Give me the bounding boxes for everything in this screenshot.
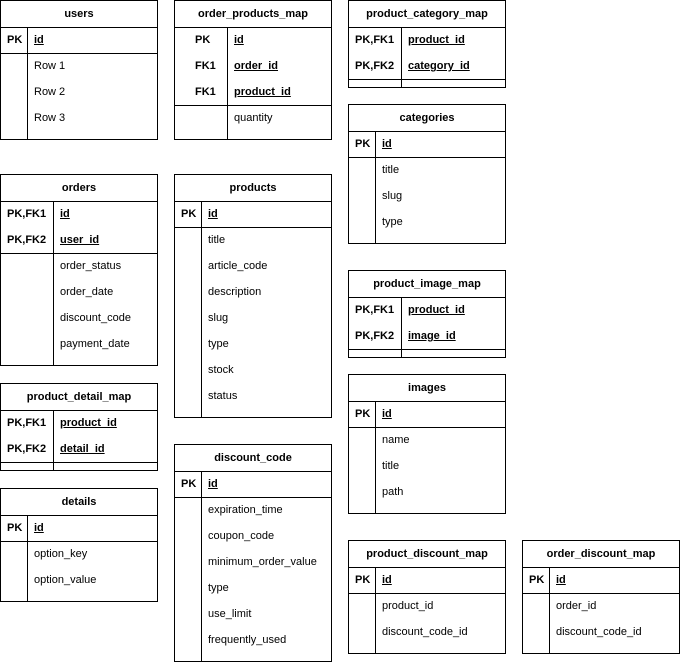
table-product-category-map <box>348 0 506 88</box>
table-title: product_discount_map <box>349 541 505 568</box>
table-title: images <box>349 375 505 402</box>
key-field: id <box>382 574 392 586</box>
key-label: FK1 <box>195 60 216 72</box>
table-title: order_products_map <box>175 1 331 28</box>
key-separator <box>1 53 157 54</box>
column-divider <box>201 471 202 661</box>
table-images <box>348 374 506 514</box>
key-field: product_id <box>60 417 117 429</box>
key-field: id <box>234 34 244 46</box>
field-name: Row 2 <box>34 86 66 98</box>
field-name: order_id <box>556 600 597 612</box>
key-label: PK,FK1 <box>355 34 395 46</box>
key-separator <box>175 227 331 228</box>
key-label: PK,FK1 <box>7 417 47 429</box>
field-name: product_id <box>382 600 434 612</box>
field-name: article_code <box>208 260 268 272</box>
key-separator <box>523 593 679 594</box>
key-label: PK <box>529 574 545 586</box>
field-name: stock <box>208 364 234 376</box>
column-divider <box>53 410 54 470</box>
table-title: users <box>1 1 157 28</box>
table-title: order_discount_map <box>523 541 679 568</box>
key-field: user_id <box>60 234 100 246</box>
table-order-products-map <box>174 0 332 140</box>
column-divider <box>375 401 376 513</box>
field-name: discount_code_id <box>382 626 468 638</box>
key-separator <box>1 462 157 463</box>
column-divider <box>53 201 54 365</box>
key-label: PK <box>355 408 371 420</box>
key-separator <box>349 157 505 158</box>
key-label: PK <box>181 478 197 490</box>
field-name: title <box>382 460 400 472</box>
key-label: PK,FK2 <box>7 443 47 455</box>
column-divider <box>375 131 376 243</box>
column-divider <box>27 515 28 601</box>
field-name: discount_code_id <box>556 626 642 638</box>
key-label: PK <box>7 522 23 534</box>
field-name: payment_date <box>60 338 130 350</box>
field-name: slug <box>382 190 403 202</box>
field-name: name <box>382 434 410 446</box>
key-label: PK,FK2 <box>355 330 395 342</box>
field-name: slug <box>208 312 229 324</box>
key-field: id <box>34 34 44 46</box>
key-label: PK <box>355 574 371 586</box>
field-name: option_key <box>34 548 88 560</box>
field-name: order_status <box>60 260 122 272</box>
key-field: id <box>208 478 218 490</box>
field-name: type <box>208 338 229 350</box>
field-name: expiration_time <box>208 504 283 516</box>
table-users <box>0 0 158 140</box>
key-label: PK <box>7 34 23 46</box>
field-name: discount_code <box>60 312 131 324</box>
key-field: product_id <box>408 34 465 46</box>
field-name: title <box>382 164 400 176</box>
field-name: Row 1 <box>34 60 66 72</box>
column-divider <box>227 27 228 139</box>
key-separator <box>349 349 505 350</box>
field-name: type <box>382 216 403 228</box>
key-field: id <box>208 208 218 220</box>
key-label: PK <box>195 34 211 46</box>
field-name: quantity <box>234 112 273 124</box>
field-name: use_limit <box>208 608 252 620</box>
table-title: details <box>1 489 157 516</box>
key-field: id <box>382 408 392 420</box>
key-field: id <box>60 208 70 220</box>
table-details <box>0 488 158 602</box>
field-name: description <box>208 286 262 298</box>
table-categories <box>348 104 506 244</box>
key-field: id <box>382 138 392 150</box>
field-name: Row 3 <box>34 112 66 124</box>
key-field: product_id <box>408 304 465 316</box>
key-label: PK,FK2 <box>7 234 47 246</box>
table-product-image-map <box>348 270 506 358</box>
column-divider <box>549 567 550 653</box>
table-title: product_category_map <box>349 1 505 28</box>
key-separator <box>349 79 505 80</box>
table-title: discount_code <box>175 445 331 472</box>
field-name: option_value <box>34 574 97 586</box>
key-label: PK,FK1 <box>355 304 395 316</box>
column-divider <box>201 201 202 417</box>
table-title: product_image_map <box>349 271 505 298</box>
field-name: coupon_code <box>208 530 275 542</box>
table-title: products <box>175 175 331 202</box>
field-name: order_date <box>60 286 114 298</box>
table-product-discount-map <box>348 540 506 654</box>
column-divider <box>401 27 402 87</box>
key-label: PK,FK1 <box>7 208 47 220</box>
field-name: frequently_used <box>208 634 287 646</box>
key-separator <box>349 427 505 428</box>
table-title: orders <box>1 175 157 202</box>
table-title: categories <box>349 105 505 132</box>
column-divider <box>27 27 28 139</box>
key-field: detail_id <box>60 443 105 455</box>
key-field: product_id <box>234 86 291 98</box>
key-field: image_id <box>408 330 456 342</box>
table-product-detail-map <box>0 383 158 471</box>
key-field: id <box>34 522 44 534</box>
key-field: order_id <box>234 60 279 72</box>
field-name: title <box>208 234 226 246</box>
key-label: PK <box>355 138 371 150</box>
field-name: type <box>208 582 229 594</box>
table-products <box>174 174 332 418</box>
table-orders <box>0 174 158 366</box>
key-label: FK1 <box>195 86 216 98</box>
key-field: category_id <box>408 60 470 72</box>
table-discount-code <box>174 444 332 662</box>
column-divider <box>401 297 402 357</box>
field-name: status <box>208 390 238 402</box>
key-label: PK,FK2 <box>355 60 395 72</box>
field-name: minimum_order_value <box>208 556 317 568</box>
key-label: PK <box>181 208 197 220</box>
key-field: id <box>556 574 566 586</box>
table-title: product_detail_map <box>1 384 157 411</box>
field-name: path <box>382 486 404 498</box>
column-divider <box>375 567 376 653</box>
table-order-discount-map <box>522 540 680 654</box>
